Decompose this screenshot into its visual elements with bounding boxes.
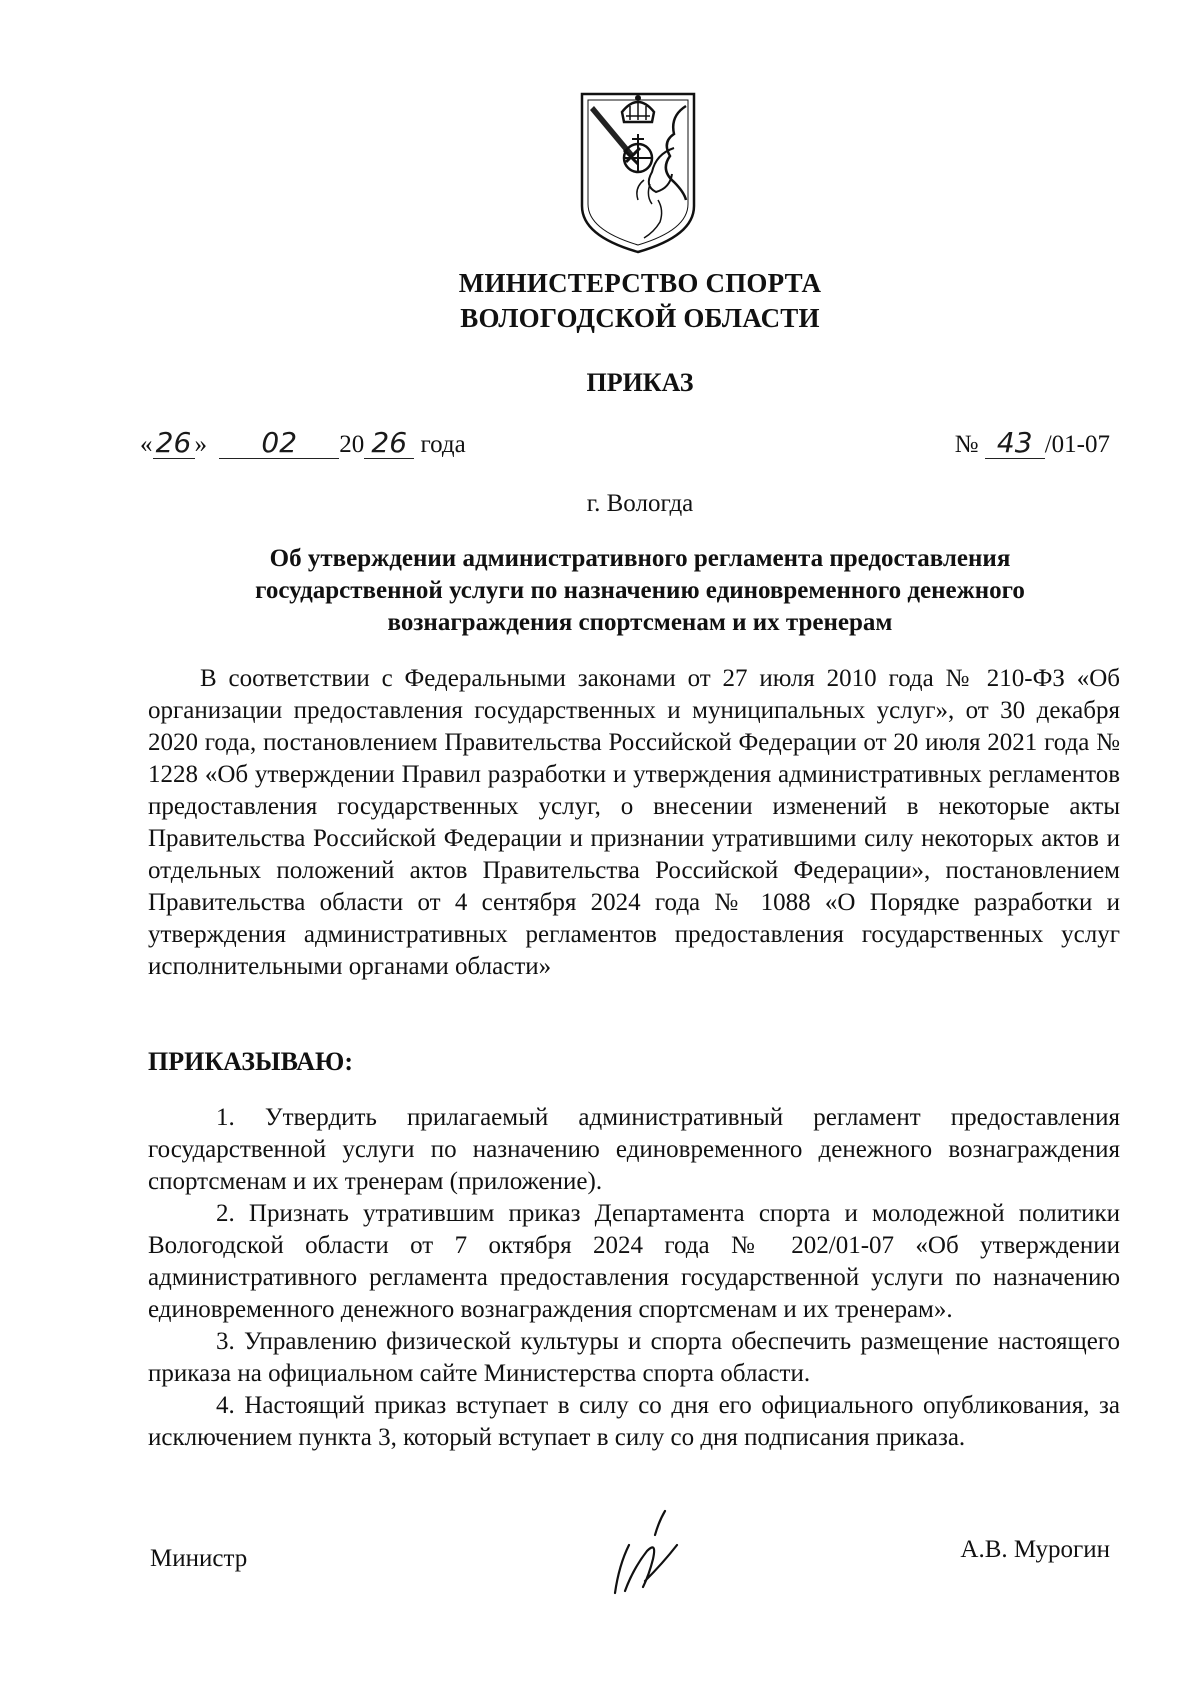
date-year-word: года: [420, 431, 466, 458]
order-item-1: 1. Утвердить прилагаемый административный регламент предоставления государственной услуги по назначению единовременного денежного вознаграждения спортсменам и их тренерам (приложение).: [148, 1104, 1120, 1195]
date-month: 02: [219, 428, 339, 459]
order-item-2: 2. Признать утратившим приказ Департамента спорта и молодежной политики Вологодской области от 7 октября 2024 года № 202/01-07 «Об утверждении административного регламента предоставления государственной услуги по назначению единовременного денежного вознаграждения спортсменам и их тренерам».: [148, 1200, 1120, 1323]
order-items: [148, 1102, 1120, 1454]
order-item-4: 4. Настоящий приказ вступает в силу со дня его официального опубликования, за исключением пункта 3, который вступает в силу со дня подписания приказа.: [148, 1392, 1120, 1451]
number-suffix: /01-07: [1044, 431, 1110, 458]
vologda-coat-of-arms-icon: [574, 88, 702, 256]
date-year-suffix: 26: [364, 428, 414, 459]
order-number: [955, 428, 1110, 459]
ministry-name-line2: ВОЛОГОДСКОЙ ОБЛАСТИ: [460, 303, 820, 333]
ministry-name: [350, 266, 930, 336]
preamble-paragraph: В соответствии с Федеральными законами от 27 июля 2010 года № 210-ФЗ «Об организации предоставления государственных и муниципальных услуг», от 30 декабря 2020 года, постановлением Правительства Российской Федерации от 20 июля 2021 года № 1228 «Об утверждении Правил разработки и утверждения административных регламентов предоставления государственных услуг, о внесении изменений в некоторые акты Правительства Российской Федерации и признании утратившими силу некоторых актов и отдельных положений актов Правительства Российской Федерации», постановлением Правительства области от 4 сентября 2024 года № 1088 «О Порядке разработки и утверждения административных регламентов предоставления государственных услуг исполнительными органами области»: [148, 665, 1120, 980]
date-year-prefix: 20: [339, 431, 365, 458]
subject-line3: вознаграждения спортсменам и их тренерам: [387, 609, 893, 636]
handwritten-signature: [585, 1505, 681, 1601]
document-type: ПРИКАЗ: [586, 368, 694, 397]
subject-line1: Об утверждении административного регламента предоставления: [269, 545, 1011, 572]
date-day: 26: [153, 428, 195, 459]
city: г. Вологда: [586, 490, 694, 517]
order-item-3: 3. Управлению физической культуры и спорта обеспечить размещение настоящего приказа на официальном сайте Министерства спорта области.: [148, 1328, 1120, 1387]
ministry-name-line1: МИНИСТЕРСТВО СПОРТА: [458, 268, 822, 298]
order-word: ПРИКАЗЫВАЮ:: [148, 1047, 353, 1076]
date-quote-open: «: [140, 431, 153, 458]
number-value: 43: [985, 428, 1045, 459]
order-subject: [150, 543, 1130, 639]
signatory-title: Министр: [150, 1545, 248, 1572]
date-quote-close: »: [194, 431, 207, 458]
number-sign: №: [954, 431, 979, 458]
signatory-name: А.В. Мурогин: [960, 1536, 1110, 1563]
subject-line2: государственной услуги по назначению единовременного денежного: [255, 577, 1025, 604]
order-date: [140, 428, 466, 459]
preamble-block: [148, 663, 1120, 983]
